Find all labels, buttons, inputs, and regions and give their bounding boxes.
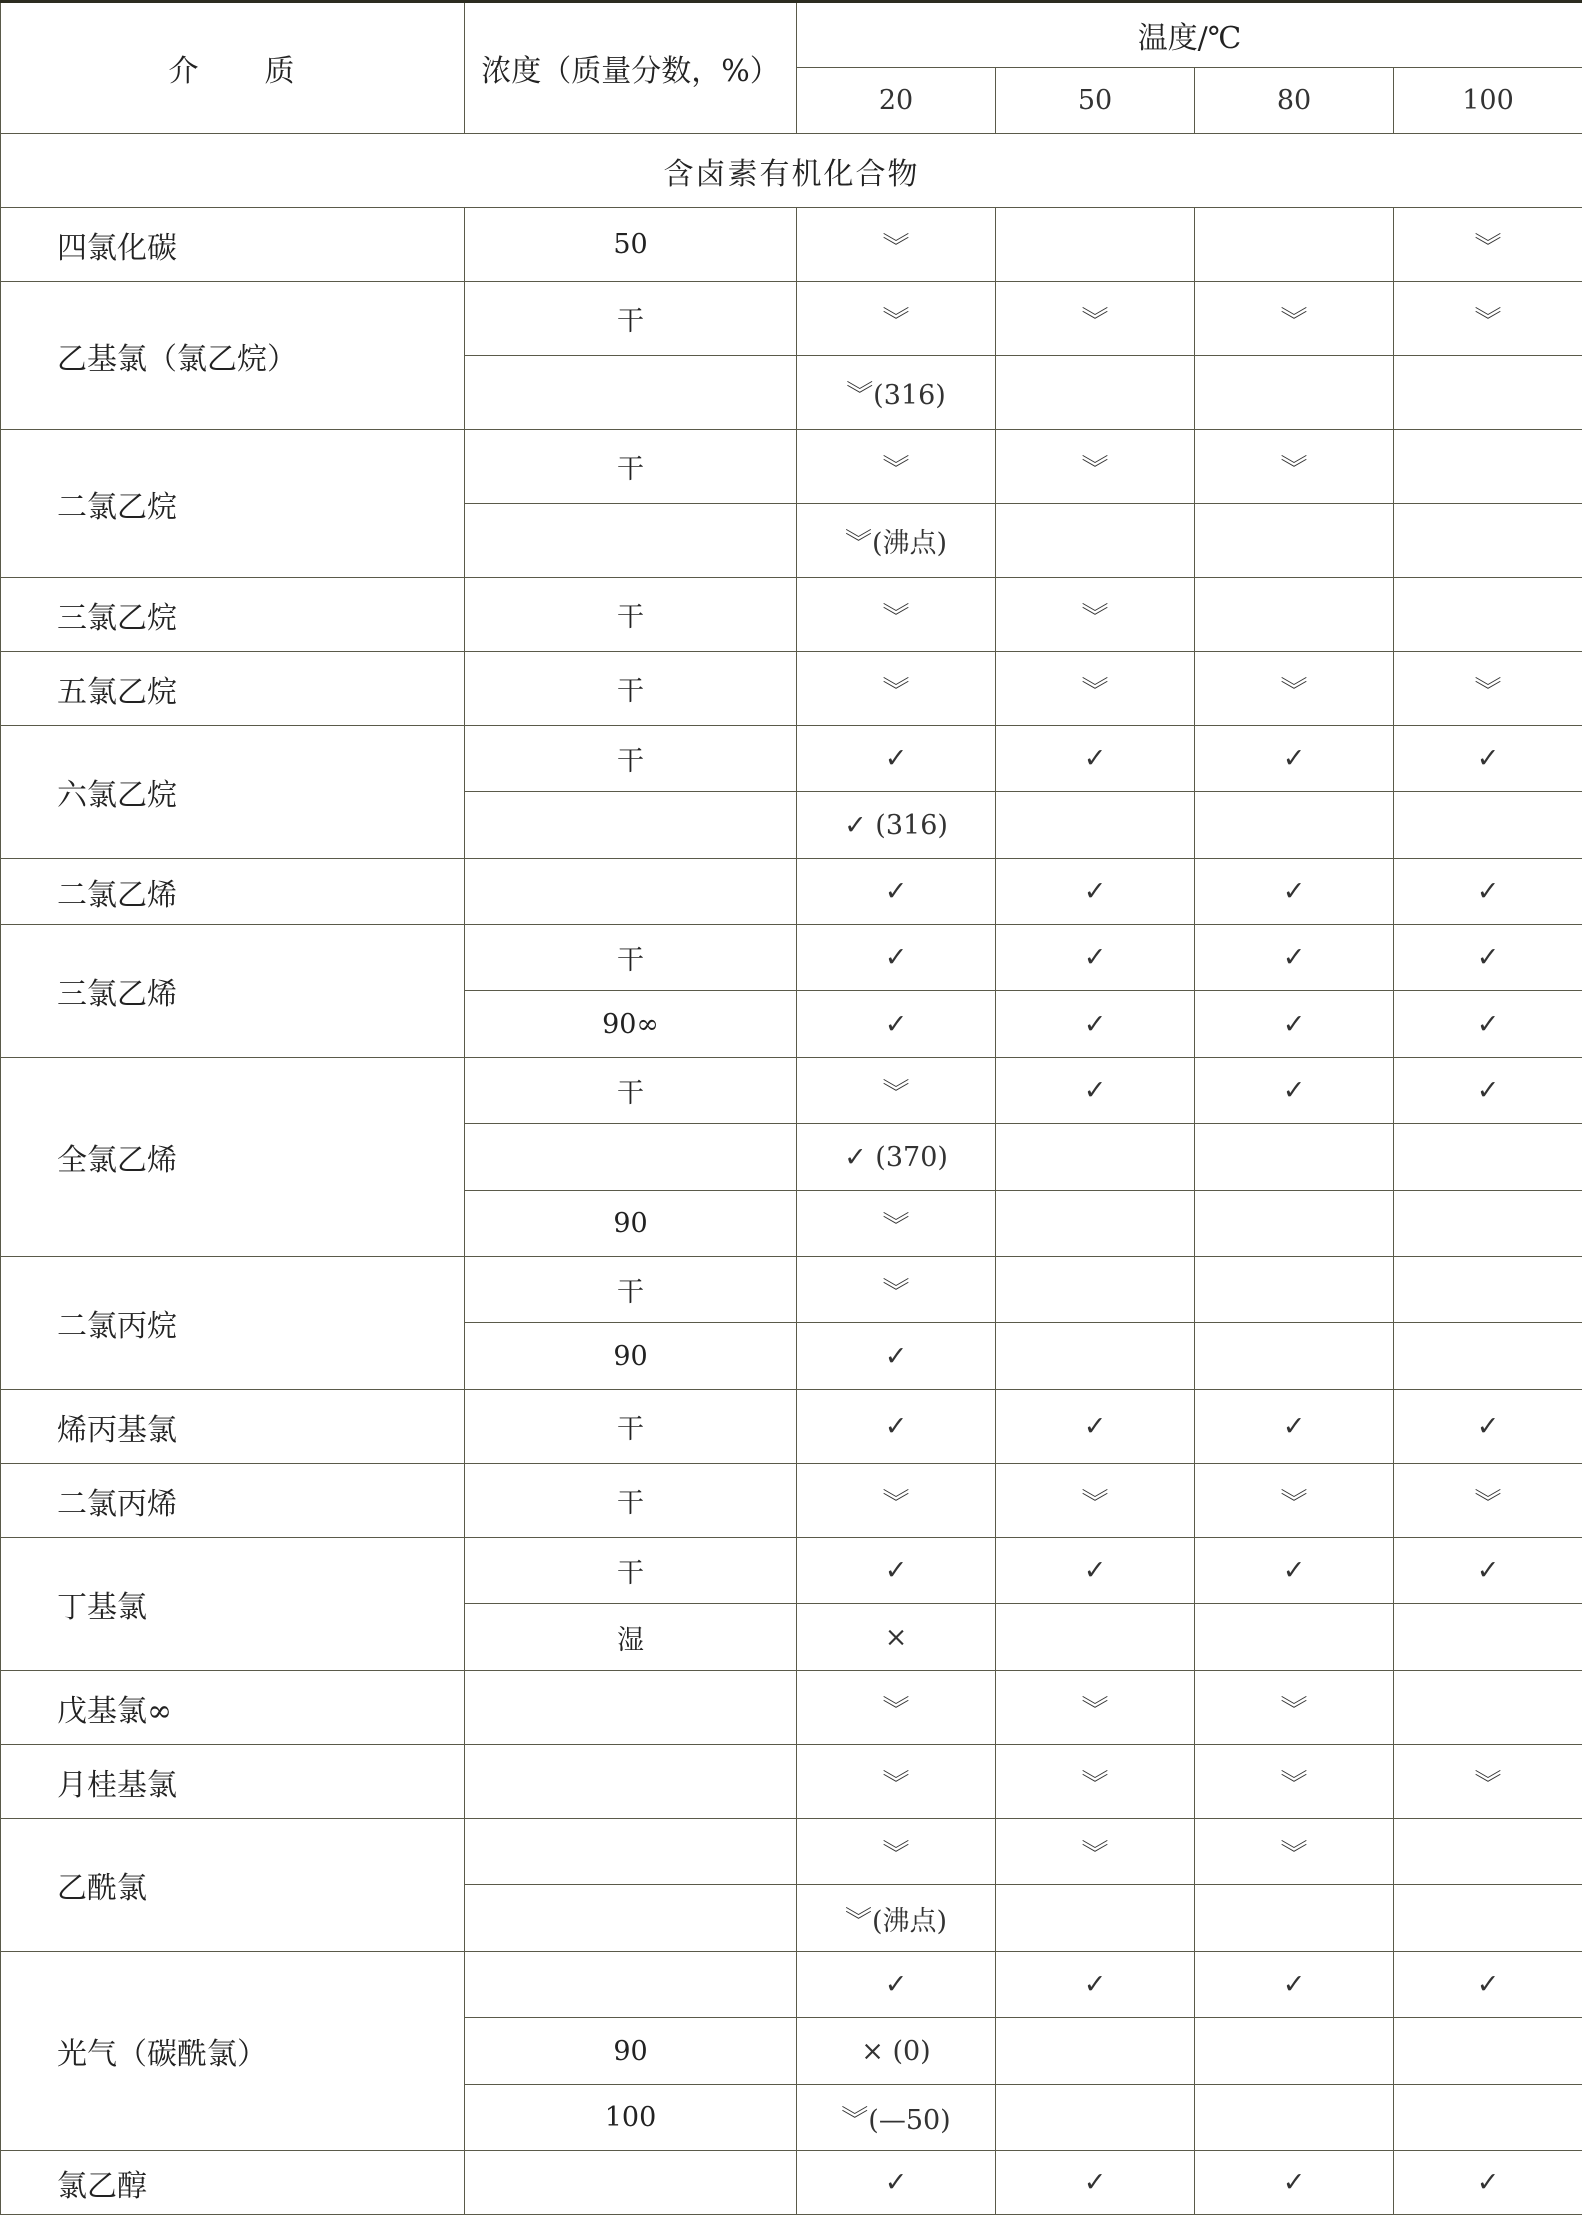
table-row — [1, 1538, 1582, 1604]
header-temperature: 温度/℃ — [797, 2, 1582, 68]
rating-cell-50: ✓ — [996, 726, 1195, 792]
medium-name: 二氯丙烯 — [1, 1464, 465, 1538]
rating-cell-80: ︾ — [1195, 652, 1394, 726]
rating-cell-80: ︾ — [1195, 1671, 1394, 1745]
medium-name: 二氯丙烷 — [1, 1257, 465, 1390]
rating-cell-20: ✓ — [797, 991, 996, 1058]
rating-cell-50 — [996, 2085, 1195, 2151]
rating-cell-80: ✓ — [1195, 1538, 1394, 1604]
rating-cell-80 — [1195, 578, 1394, 652]
rating-cell-80 — [1195, 1885, 1394, 1952]
rating-cell-100 — [1394, 430, 1582, 504]
rating-cell-100: ✓ — [1394, 1952, 1582, 2018]
rating-cell-20: × — [797, 1604, 996, 1671]
rating-cell-100: ✓ — [1394, 859, 1582, 925]
rating-cell-80 — [1195, 2018, 1394, 2085]
rating-cell-50 — [996, 1885, 1195, 1952]
concentration-cell: 干 — [465, 925, 797, 991]
rating-cell-20: ︾(316) — [797, 356, 996, 430]
rating-cell-20: ︾ — [797, 208, 996, 282]
rating-cell-100 — [1394, 2018, 1582, 2085]
rating-cell-20: ︾(沸点) — [797, 1885, 996, 1952]
medium-name: 三氯乙烯 — [1, 925, 465, 1058]
rating-cell-100 — [1394, 1819, 1582, 1885]
rating-cell-50: ︾ — [996, 282, 1195, 356]
table-row — [1, 859, 1582, 925]
header-temp-20: 20 — [797, 68, 996, 134]
rating-cell-80 — [1195, 208, 1394, 282]
rating-cell-50: ︾ — [996, 1745, 1195, 1819]
rating-cell-100 — [1394, 1671, 1582, 1745]
rating-cell-80 — [1195, 2085, 1394, 2151]
rating-cell-100: ✓ — [1394, 1390, 1582, 1464]
concentration-cell — [465, 356, 797, 430]
rating-cell-80: ✓ — [1195, 925, 1394, 991]
rating-cell-50 — [996, 356, 1195, 430]
medium-name: 烯丙基氯 — [1, 1390, 465, 1464]
table-row — [1, 1058, 1582, 1124]
table-body — [1, 134, 1582, 2215]
rating-cell-50 — [996, 504, 1195, 578]
rating-cell-80 — [1195, 1191, 1394, 1257]
table-row — [1, 652, 1582, 726]
rating-cell-80: ✓ — [1195, 1058, 1394, 1124]
concentration-cell: 干 — [465, 1464, 797, 1538]
concentration-cell: 干 — [465, 578, 797, 652]
medium-name: 四氯化碳 — [1, 208, 465, 282]
medium-name: 五氯乙烷 — [1, 652, 465, 726]
rating-cell-20: ✓ — [797, 1323, 996, 1390]
rating-cell-50: ✓ — [996, 859, 1195, 925]
rating-cell-20: ✓ — [797, 2151, 996, 2215]
rating-cell-20: ✓ (316) — [797, 792, 996, 859]
table-row — [1, 1745, 1582, 1819]
rating-cell-20: ︾ — [797, 282, 996, 356]
medium-name: 全氯乙烯 — [1, 1058, 465, 1257]
concentration-cell — [465, 1885, 797, 1952]
concentration-cell — [465, 792, 797, 859]
rating-cell-100: ︾ — [1394, 652, 1582, 726]
rating-cell-50: ︾ — [996, 1464, 1195, 1538]
concentration-cell: 干 — [465, 652, 797, 726]
rating-cell-80: ✓ — [1195, 991, 1394, 1058]
concentration-cell — [465, 859, 797, 925]
rating-cell-100 — [1394, 1191, 1582, 1257]
rating-cell-50: ✓ — [996, 1390, 1195, 1464]
rating-cell-20: ✓ — [797, 1390, 996, 1464]
rating-cell-100 — [1394, 504, 1582, 578]
rating-cell-50 — [996, 1257, 1195, 1323]
rating-cell-100 — [1394, 1604, 1582, 1671]
table-row — [1, 1819, 1582, 1885]
rating-cell-50: ✓ — [996, 2151, 1195, 2215]
concentration-cell: 干 — [465, 1538, 797, 1604]
header-concentration: 浓度（质量分数，%） — [465, 2, 797, 134]
rating-cell-20: ✓ — [797, 1952, 996, 2018]
medium-name: 乙基氯（氯乙烷） — [1, 282, 465, 430]
rating-cell-80: ︾ — [1195, 282, 1394, 356]
concentration-cell: 干 — [465, 726, 797, 792]
concentration-cell: 50 — [465, 208, 797, 282]
header-temp-80: 80 — [1195, 68, 1394, 134]
rating-cell-20: ︾ — [797, 1058, 996, 1124]
medium-name: 三氯乙烷 — [1, 578, 465, 652]
concentration-cell — [465, 1124, 797, 1191]
rating-cell-80: ︾ — [1195, 1819, 1394, 1885]
rating-cell-50: ︾ — [996, 1671, 1195, 1745]
rating-cell-80: ︾ — [1195, 430, 1394, 504]
rating-cell-20: ︾ — [797, 1745, 996, 1819]
table-row — [1, 282, 1582, 356]
concentration-cell — [465, 1745, 797, 1819]
rating-cell-100: ︾ — [1394, 1745, 1582, 1819]
rating-cell-100 — [1394, 1124, 1582, 1191]
rating-cell-100 — [1394, 578, 1582, 652]
rating-cell-80: ✓ — [1195, 2151, 1394, 2215]
rating-cell-20: ︾(—50) — [797, 2085, 996, 2151]
rating-cell-80: ✓ — [1195, 859, 1394, 925]
concentration-cell: 干 — [465, 430, 797, 504]
rating-cell-50 — [996, 1604, 1195, 1671]
medium-name: 月桂基氯 — [1, 1745, 465, 1819]
concentration-cell — [465, 1819, 797, 1885]
medium-name: 乙酰氯 — [1, 1819, 465, 1952]
table-row — [1, 1390, 1582, 1464]
table-row — [1, 430, 1582, 504]
rating-cell-80 — [1195, 504, 1394, 578]
table-row — [1, 1671, 1582, 1745]
concentration-cell: 90 — [465, 2018, 797, 2085]
table-row — [1, 925, 1582, 991]
concentration-cell: 干 — [465, 1390, 797, 1464]
rating-cell-80 — [1195, 1323, 1394, 1390]
rating-cell-20: ︾(沸点) — [797, 504, 996, 578]
table-row — [1, 208, 1582, 282]
rating-cell-80 — [1195, 1124, 1394, 1191]
medium-name: 戊基氯∞ — [1, 1671, 465, 1745]
rating-cell-100 — [1394, 1323, 1582, 1390]
rating-cell-50: ✓ — [996, 1058, 1195, 1124]
rating-cell-100 — [1394, 1885, 1582, 1952]
rating-cell-50 — [996, 2018, 1195, 2085]
rating-cell-100: ︾ — [1394, 208, 1582, 282]
section-heading: 含卤素有机化合物 — [1, 134, 1582, 208]
rating-cell-100: ✓ — [1394, 1538, 1582, 1604]
rating-cell-100: ✓ — [1394, 1058, 1582, 1124]
rating-cell-20: ✓ — [797, 1538, 996, 1604]
rating-cell-80: ✓ — [1195, 1390, 1394, 1464]
rating-cell-100: ✓ — [1394, 726, 1582, 792]
rating-cell-50: ︾ — [996, 430, 1195, 504]
rating-cell-100: ✓ — [1394, 925, 1582, 991]
concentration-cell: 干 — [465, 282, 797, 356]
rating-cell-20: ︾ — [797, 1464, 996, 1538]
rating-cell-20: ︾ — [797, 1819, 996, 1885]
rating-cell-80: ✓ — [1195, 726, 1394, 792]
medium-name: 丁基氯 — [1, 1538, 465, 1671]
rating-cell-80 — [1195, 356, 1394, 430]
medium-name: 二氯乙烯 — [1, 859, 465, 925]
table-row — [1, 1257, 1582, 1323]
rating-cell-50: ✓ — [996, 991, 1195, 1058]
concentration-cell: 100 — [465, 2085, 797, 2151]
concentration-cell: 90∞ — [465, 991, 797, 1058]
table-row — [1, 726, 1582, 792]
rating-cell-50 — [996, 208, 1195, 282]
table-row — [1, 1952, 1582, 2018]
rating-cell-100: ✓ — [1394, 2151, 1582, 2215]
table-row — [1, 578, 1582, 652]
rating-cell-20: ︾ — [797, 652, 996, 726]
rating-cell-100 — [1394, 356, 1582, 430]
rating-cell-80: ︾ — [1195, 1745, 1394, 1819]
rating-cell-50: ︾ — [996, 652, 1195, 726]
rating-cell-20: ✓ — [797, 925, 996, 991]
medium-name: 六氯乙烷 — [1, 726, 465, 859]
concentration-cell — [465, 2151, 797, 2215]
concentration-cell: 90 — [465, 1323, 797, 1390]
rating-cell-50: ✓ — [996, 1952, 1195, 2018]
rating-cell-50: ︾ — [996, 1819, 1195, 1885]
medium-name: 光气（碳酰氯） — [1, 1952, 465, 2151]
table-row — [1, 2151, 1582, 2215]
concentration-cell: 90 — [465, 1191, 797, 1257]
medium-name: 氯乙醇 — [1, 2151, 465, 2215]
rating-cell-20: ✓ (370) — [797, 1124, 996, 1191]
header-temp-50: 50 — [996, 68, 1195, 134]
rating-cell-100 — [1394, 2085, 1582, 2151]
rating-cell-50 — [996, 1191, 1195, 1257]
rating-cell-80 — [1195, 1257, 1394, 1323]
rating-cell-20: ✓ — [797, 726, 996, 792]
rating-cell-20: ︾ — [797, 430, 996, 504]
rating-cell-80 — [1195, 792, 1394, 859]
rating-cell-50: ✓ — [996, 925, 1195, 991]
rating-cell-20: ︾ — [797, 578, 996, 652]
header-medium: 介 质 — [1, 2, 465, 134]
rating-cell-50 — [996, 1323, 1195, 1390]
rating-cell-50 — [996, 1124, 1195, 1191]
rating-cell-20: × (0) — [797, 2018, 996, 2085]
rating-cell-50: ︾ — [996, 578, 1195, 652]
rating-cell-20: ︾ — [797, 1191, 996, 1257]
medium-name: 二氯乙烷 — [1, 430, 465, 578]
rating-cell-80 — [1195, 1604, 1394, 1671]
table-row — [1, 1464, 1582, 1538]
rating-cell-50: ✓ — [996, 1538, 1195, 1604]
rating-cell-20: ︾ — [797, 1671, 996, 1745]
rating-cell-50 — [996, 792, 1195, 859]
concentration-cell — [465, 1671, 797, 1745]
rating-cell-20: ︾ — [797, 1257, 996, 1323]
rating-cell-100: ︾ — [1394, 1464, 1582, 1538]
concentration-cell: 干 — [465, 1257, 797, 1323]
concentration-cell — [465, 1952, 797, 2018]
concentration-cell: 湿 — [465, 1604, 797, 1671]
rating-cell-100: ✓ — [1394, 991, 1582, 1058]
rating-cell-100: ︾ — [1394, 282, 1582, 356]
concentration-cell — [465, 504, 797, 578]
rating-cell-20: ✓ — [797, 859, 996, 925]
rating-cell-100 — [1394, 792, 1582, 859]
concentration-cell: 干 — [465, 1058, 797, 1124]
rating-cell-100 — [1394, 1257, 1582, 1323]
header-temp-100: 100 — [1394, 68, 1582, 134]
rating-cell-80: ✓ — [1195, 1952, 1394, 2018]
rating-cell-80: ︾ — [1195, 1464, 1394, 1538]
